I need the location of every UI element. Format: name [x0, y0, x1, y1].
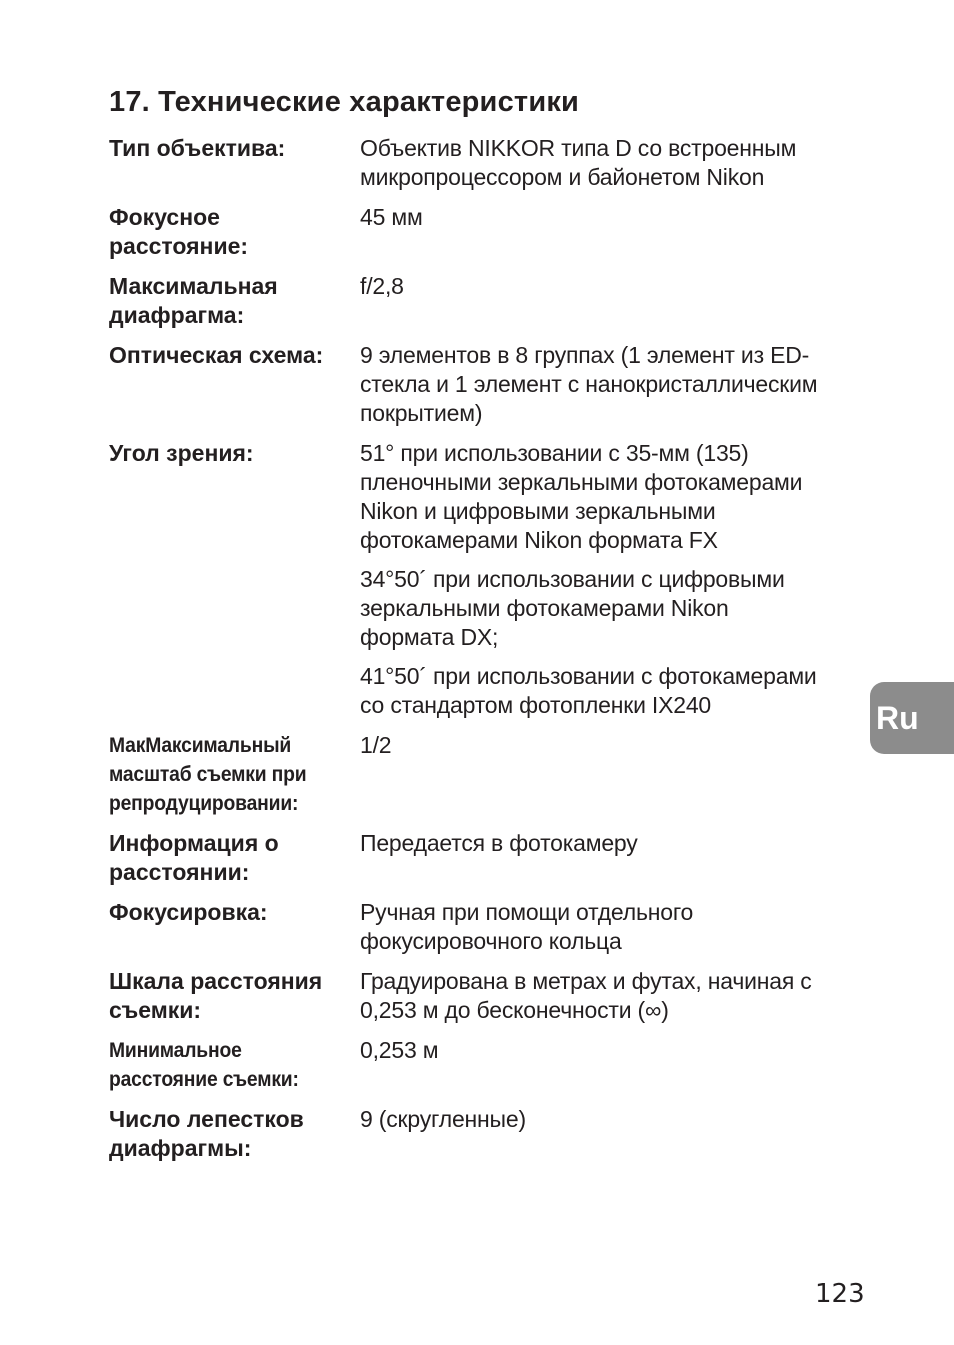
spec-label: Оптическая схема: [109, 342, 324, 368]
language-tab: Ru [870, 682, 954, 754]
spec-row-optical-design [109, 341, 849, 428]
spec-row-max-reproduction-ratio [109, 731, 849, 818]
spec-value: 41°50´ при использовании с фотокамерами со стандартом фотопленки IX240 [360, 663, 817, 718]
spec-row-focal-length [109, 203, 849, 261]
spec-label: МакМаксимальный масштаб съемки при репродуцировании: [109, 734, 307, 815]
spec-table [109, 134, 849, 1174]
spec-value: 51° при использовании с 35-мм (135) пленочными зеркальными фотокамерами Nikon и цифровыми зеркальными фотокамерами Nikon формата FX [360, 440, 803, 553]
spec-label: Шкала расстояния съемки: [109, 968, 323, 1023]
spec-value: 0,253 м [360, 1037, 439, 1063]
section-heading: 17. Технические характеристики [109, 86, 580, 118]
spec-label: Число лепестков диафрагмы: [109, 1106, 304, 1161]
spec-label: Фокусное расстояние: [109, 204, 249, 259]
spec-row-diaphragm-blades [109, 1105, 849, 1163]
spec-value: Градуирована в метрах и футах, начиная с 0,253 м до бесконечности (∞) [360, 968, 812, 1023]
spec-value: 9 элементов в 8 группах (1 элемент из ED-стекла и 1 элемент с нанокристаллическим покрытием) [360, 342, 818, 426]
spec-row-focusing [109, 898, 849, 956]
spec-row-max-aperture [109, 272, 849, 330]
spec-value: 9 (скругленные) [360, 1106, 526, 1132]
spec-row-angle-of-view [109, 439, 849, 720]
spec-value: 45 мм [360, 204, 423, 230]
spec-label: Минимальное расстояние съемки: [109, 1039, 299, 1091]
spec-value: Передается в фотокамеру [360, 830, 638, 856]
spec-value: 1/2 [360, 732, 392, 758]
spec-row-distance-information [109, 829, 849, 887]
spec-label: Угол зрения: [109, 440, 254, 466]
spec-label: Информация о расстоянии: [109, 830, 279, 885]
spec-label: Максимальная диафрагма: [109, 273, 278, 328]
spec-row-minimum-focus-distance [109, 1036, 849, 1094]
spec-label: Фокусировка: [109, 899, 268, 925]
spec-label: Тип объектива: [109, 135, 286, 161]
spec-value: Объектив NIKKOR типа D со встроенным микропроцессором и байонетом Nikon [360, 135, 797, 190]
spec-row-distance-scale [109, 967, 849, 1025]
spec-row-lens-type [109, 134, 849, 192]
page-number: 123 [815, 1279, 865, 1309]
spec-value: f/2,8 [360, 273, 404, 299]
spec-value: Ручная при помощи отдельного фокусировочного кольца [360, 899, 694, 954]
spec-value: 34°50´ при использовании с цифровыми зеркальными фотокамерами Nikon формата DX; [360, 566, 785, 650]
